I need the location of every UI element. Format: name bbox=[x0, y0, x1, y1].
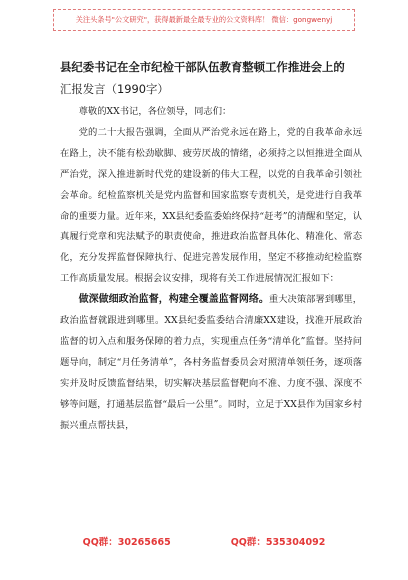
title-line-1: 县纪委书记在全市纪检干部队伍教育整顿工作推进会上的 bbox=[60, 60, 345, 74]
document-body bbox=[60, 56, 362, 437]
qq-group-1: QQ群：30265665 bbox=[82, 537, 171, 548]
paragraph-body: 重大决策部署到哪里，政治监督就跟进到哪里。XX县纪委监委结合清廉XX建设，找准开展政治监督的切入点和服务保障的着力点，实现重点任务“清单化”监督。坚持问题导向，制定“月任务清单”，各村务监督委员会对照清单领任务，逐项落实并及时反馈监督结果，切实解决基层监督靶向不准、力度不强、深度不够等问题，打通基层监督“最后一公里”。同时，立足于XX县作为国家乡村振兴重点帮扶县， bbox=[60, 294, 362, 431]
document-title bbox=[60, 56, 362, 100]
paragraph-intro: 党的二十大报告强调，全面从严治党永远在路上，党的自我革命永远在路上，决不能有松劲歇脚、疲劳厌战的情绪，必须持之以恒推进全面从严治党，深入推进新时代党的建设新的伟大工程，以党的自我革命引领社会革命。纪检监察机关是党内监督和国家监察专责机关，是党进行自我革命的重要力量。近年来，XX县纪委监委始终保持“赶考”的清醒和坚定，认真履行党章和宪法赋予的职责使命，推进政治监督具体化、精准化、常态化，充分发挥监督保障执行、促进完善发展作用，坚定不移推动纪检监察工作高质量发展。根据会议安排，现将有关工作进展情况汇报如下： bbox=[60, 126, 362, 285]
paragraph-political-supervision bbox=[60, 290, 362, 436]
promo-banner bbox=[53, 9, 355, 31]
section-heading: 做深做细政治监督，构建全覆盖监督网络。 bbox=[78, 294, 269, 306]
title-line-2: 汇报发言（1990字） bbox=[60, 82, 169, 96]
greeting: 尊敬的XX书记，各位领导，同志们： bbox=[78, 106, 232, 117]
promo-banner-text: 关注头条号"公文研究"，获得最新最全最专业的公文资料库！ 微信：gongwenyj bbox=[75, 15, 333, 24]
footer bbox=[0, 534, 408, 548]
qq-group-2: QQ群：535304092 bbox=[230, 537, 326, 548]
